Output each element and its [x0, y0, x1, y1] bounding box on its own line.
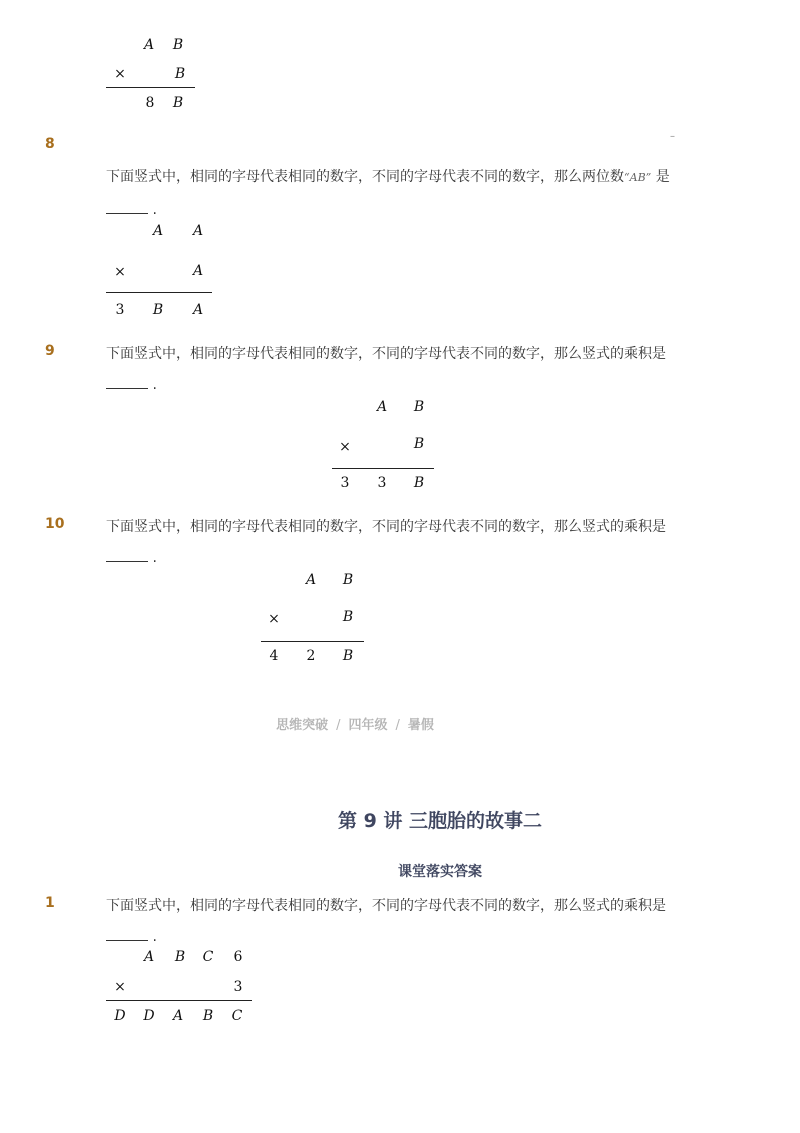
digit-D: D: [114, 1008, 126, 1024]
digit-A: A: [172, 1008, 184, 1024]
question-text: 下面竖式中，相同的字母代表相同的数字，不同的字母代表不同的数字，那么竖式的乘积是: [106, 898, 666, 914]
answer-blank[interactable]: .: [106, 202, 157, 218]
question-number: 9: [45, 343, 55, 359]
digit-D: D: [143, 1008, 155, 1024]
product-rule: [106, 292, 212, 293]
digit-4: 4: [269, 648, 279, 664]
times-sign: ×: [114, 979, 126, 995]
footer-term: 暑假: [407, 718, 434, 733]
digit-A: A: [192, 223, 204, 239]
digit-A: A: [192, 263, 204, 279]
times-sign: ×: [268, 611, 280, 627]
footer-grade: 四年级: [348, 718, 388, 733]
question-number: 1: [45, 895, 55, 911]
answer-blank[interactable]: .: [106, 929, 157, 945]
question-text: 下面竖式中，相同的字母代表相同的数字，不同的字母代表不同的数字，那么竖式的乘积是: [106, 519, 666, 535]
digit-3: 3: [340, 475, 350, 491]
product-rule: [106, 1000, 252, 1001]
digit-B: B: [174, 949, 186, 965]
product-rule: [106, 87, 195, 88]
digit-A: A: [305, 572, 317, 588]
page-mark: –: [670, 131, 675, 142]
section-title: 课堂落实答案: [398, 864, 482, 880]
digit-6: 6: [233, 949, 243, 965]
answer-blank[interactable]: .: [106, 377, 157, 393]
digit-B: B: [174, 66, 186, 82]
question-text: [106, 166, 670, 186]
digit-3: 3: [115, 302, 125, 318]
digit-B: B: [172, 37, 184, 53]
digit-3: 3: [233, 979, 243, 995]
quoted-number: “AB”: [624, 171, 652, 184]
footer-series: 思维突破: [276, 718, 329, 733]
digit-A: A: [192, 302, 204, 318]
question-number: 10: [45, 516, 65, 532]
digit-B: B: [413, 436, 425, 452]
question-text-main: 下面竖式中，相同的字母代表相同的数字，不同的字母代表不同的数字，那么两位数: [106, 169, 624, 185]
question-number: 8: [45, 136, 55, 152]
digit-2: 2: [306, 648, 316, 664]
product-rule: [332, 468, 434, 469]
digit-8: 8: [145, 95, 155, 111]
times-sign: ×: [339, 439, 351, 455]
question-text-end: 是: [651, 169, 670, 185]
digit-B: B: [202, 1008, 214, 1024]
digit-B: B: [342, 648, 354, 664]
answer-blank[interactable]: .: [106, 550, 157, 566]
digit-B: B: [172, 95, 184, 111]
digit-A: A: [143, 37, 155, 53]
times-sign: ×: [114, 66, 126, 82]
digit-C: C: [231, 1008, 243, 1024]
digit-B: B: [342, 572, 354, 588]
digit-A: A: [376, 399, 388, 415]
digit-3: 3: [377, 475, 387, 491]
page-footer: 思维突破 / 四年级 / 暑假: [276, 718, 434, 733]
digit-B: B: [152, 302, 164, 318]
digit-B: B: [342, 609, 354, 625]
digit-C: C: [202, 949, 214, 965]
question-text: 下面竖式中，相同的字母代表相同的数字，不同的字母代表不同的数字，那么竖式的乘积是: [106, 346, 666, 362]
digit-A: A: [143, 949, 155, 965]
digit-B: B: [413, 475, 425, 491]
lecture-title: 第 9 讲 三胞胎的故事二: [337, 810, 543, 832]
times-sign: ×: [114, 264, 126, 280]
digit-A: A: [152, 223, 164, 239]
digit-B: B: [413, 399, 425, 415]
product-rule: [261, 641, 364, 642]
